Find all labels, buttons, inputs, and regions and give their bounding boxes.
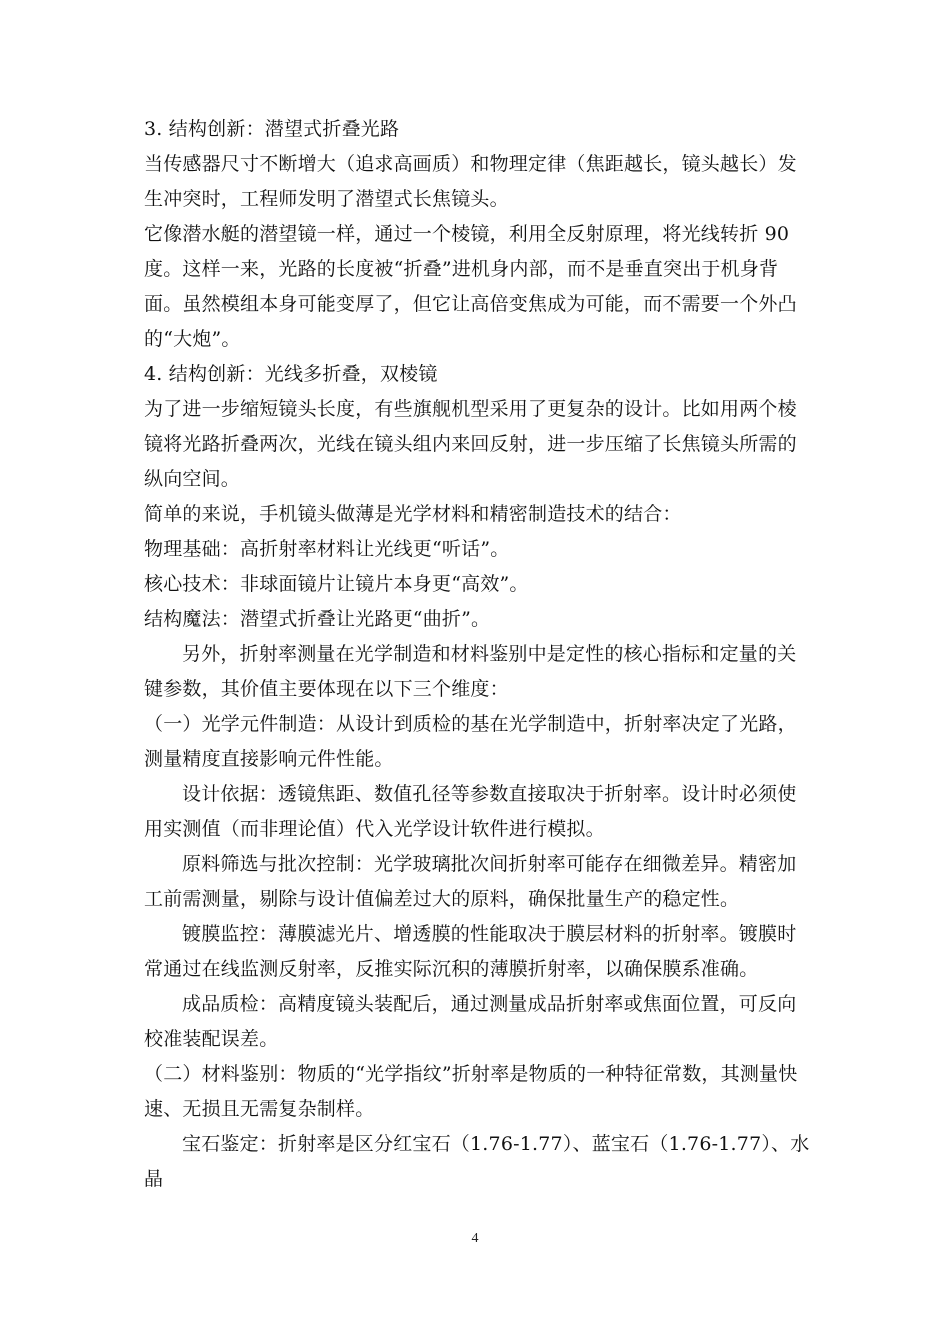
summary-item: 核心技术：非球面镜片让镜片本身更“高效”。 — [144, 573, 529, 595]
paragraph: 镀膜监控：薄膜滤光片、增透膜的性能取决于膜层材料的折射率。镀膜时常通过在线监测反射率，反推实际沉积的薄膜折射率，以确保膜系准确。 — [144, 923, 797, 980]
paragraph: 成品质检：高精度镜头装配后，通过测量成品折射率或焦面位置，可反向校准装配误差。 — [144, 993, 797, 1050]
page-body — [144, 112, 812, 1197]
subsection-heading-1: （一）光学元件制造：从设计到质检的基在光学制造中，折射率决定了光路，测量精度直接影响元件性能。 — [144, 713, 797, 770]
section-heading-4: 4. 结构创新：光线多折叠，双棱镜 — [144, 363, 438, 385]
section-heading-3: 3. 结构创新：潜望式折叠光路 — [144, 118, 400, 140]
summary-item: 物理基础：高折射率材料让光线更“听话”。 — [144, 538, 510, 560]
page-number: 4 — [471, 1231, 479, 1246]
paragraph: 另外，折射率测量在光学制造和材料鉴别中是定性的核心指标和定量的关键参数，其价值主要体现在以下三个维度： — [144, 643, 797, 700]
summary-item: 结构魔法：潜望式折叠让光路更“曲折”。 — [144, 608, 491, 630]
paragraph: 原料筛选与批次控制：光学玻璃批次间折射率可能存在细微差异。精密加工前需测量，剔除与设计值偏差过大的原料，确保批量生产的稳定性。 — [144, 853, 797, 910]
summary-intro: 简单的来说，手机镜头做薄是光学材料和精密制造技术的结合： — [144, 503, 682, 525]
paragraph: 为了进一步缩短镜头长度，有些旗舰机型采用了更复杂的设计。比如用两个棱镜将光路折叠两次，光线在镜头组内来回反射，进一步压缩了长焦镜头所需的纵向空间。 — [144, 398, 797, 490]
paragraph: 设计依据：透镜焦距、数值孔径等参数直接取决于折射率。设计时必须使用实测值（而非理论值）代入光学设计软件进行模拟。 — [144, 783, 797, 840]
subsection-heading-2: （二）材料鉴别：物质的“光学指纹”折射率是物质的一种特征常数，其测量快速、无损且无需复杂制样。 — [144, 1063, 798, 1120]
paragraph: 它像潜水艇的潜望镜一样，通过一个棱镜，利用全反射原理，将光线转折 90 度。这样一来，光路的长度被“折叠”进机身内部，而不是垂直突出于机身背面。虽然模组本身可能变厚了，但它让高倍变焦成为可能，而不需要一个外凸的“大炮”。 — [144, 223, 797, 350]
paragraph: 宝石鉴定：折射率是区分红宝石（1.76-1.77）、蓝宝石（1.76-1.77）、水晶 — [144, 1133, 810, 1190]
paragraph: 当传感器尺寸不断增大（追求高画质）和物理定律（焦距越长，镜头越长）发生冲突时，工程师发明了潜望式长焦镜头。 — [144, 153, 797, 210]
